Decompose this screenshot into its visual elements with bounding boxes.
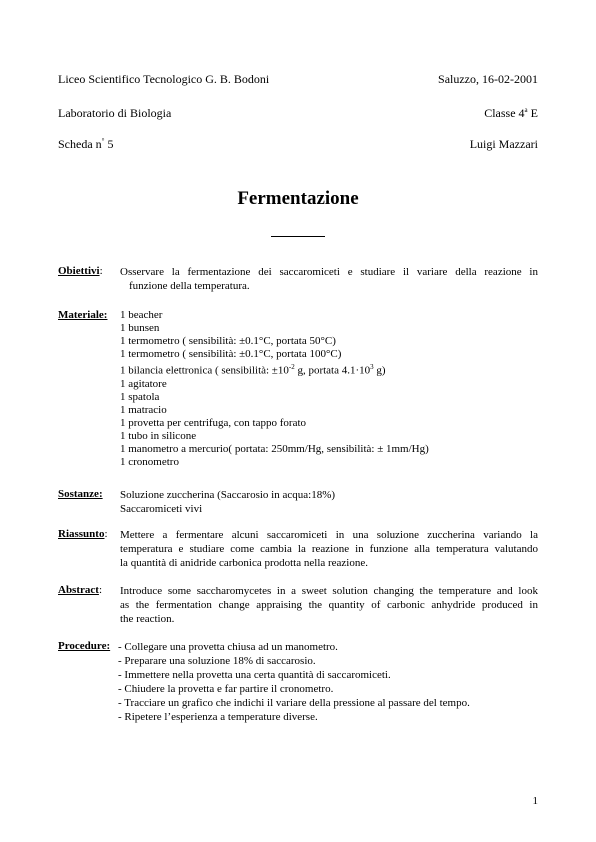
page-number: 1 — [532, 795, 538, 807]
list-item: Soluzione zuccherina (Saccarosio in acqua:18%) — [120, 489, 336, 501]
place-date: Saluzzo, 16-02-2001 — [438, 72, 538, 86]
list-item: 1 cronometro — [120, 455, 179, 468]
school-name: Liceo Scientifico Tecnologico G. B. Bodoni — [58, 72, 270, 86]
list-item: 1 bunsen — [120, 322, 160, 334]
objectives-heading: Obiettivi: — [58, 265, 103, 277]
list-item: - Immettere nella provetta una certa quantità di saccaromiceti. — [118, 669, 391, 681]
substances-heading: Sostanze: — [58, 488, 103, 500]
abstract-text: Introduce some saccharomycetes in a sweet solution changing the temperature and look as the fermentation change appraising the quantity of carbonic anhydride produced in the reaction. — [120, 585, 538, 625]
objectives-text: Osservare la fermentazione dei saccaromiceti e studiare il variare della reazione in funzione della temperatura. — [120, 266, 538, 292]
summary-text: Mettere a fermentare alcuni saccaromiceti in una soluzione zuccherina variando la temperatura e studiare come cambia la reazione in funzione alla temperatura valutando la quantità di anidride carbonica prodotta nella reazione. — [120, 529, 538, 569]
list-item: 1 matracio — [120, 403, 167, 416]
procedure-heading: Procedure: — [58, 640, 111, 652]
list-item: - Tracciare un grafico che indichi il variare della pressione al passare del tempo. — [118, 697, 470, 709]
scheda-number: Scheda n° 5 — [58, 137, 114, 151]
list-item: 1 manometro a mercurio( portata: 250mm/Hg, sensibilità: ± 1mm/Hg) — [120, 442, 429, 455]
list-item: Saccaromiceti vivi — [120, 503, 203, 515]
list-item: 1 tubo in silicone — [120, 429, 197, 442]
procedure-steps — [118, 640, 470, 724]
lab-name: Laboratorio di Biologia — [58, 106, 172, 120]
list-item: - Collegare una provetta chiusa ad un manometro. — [118, 641, 338, 653]
class-label: Classe 4$^a$ E — [484, 106, 538, 120]
list-item-balance: 1 bilancia elettronica ( sensibilità: $\pm 10^{-2}$ g, portata $4.1\cdot 10^3$ g) — [120, 363, 386, 377]
substances-list — [120, 488, 335, 516]
list-item: 1 termometro ( sensibilità: ±0.1°C, portata 100°C) — [120, 348, 342, 360]
list-item: - Preparare una soluzione 18% di saccarosio. — [118, 655, 316, 667]
summary-heading: Riassunto: — [58, 528, 108, 540]
list-item: - Ripetere l’esperienza a temperature diverse. — [118, 711, 318, 723]
list-item: 1 agitatore — [120, 377, 167, 390]
abstract-heading: Abstract: — [58, 584, 102, 596]
list-item: - Chiudere la provetta e far partire il cronometro. — [118, 683, 334, 695]
list-item: 1 termometro ( sensibilità: ±0.1°C, portata 50°C) — [120, 335, 336, 347]
title-rule — [271, 236, 325, 237]
materials-heading: Materiale: — [58, 309, 108, 321]
list-item: 1 spatola — [120, 390, 160, 403]
page-title: Fermentazione — [237, 188, 359, 209]
materials-list — [120, 309, 429, 469]
list-item: 1 provetta per centrifuga, con tappo forato — [120, 416, 307, 429]
author-name: Luigi Mazzari — [469, 137, 538, 151]
list-item: 1 beacher — [120, 309, 163, 321]
